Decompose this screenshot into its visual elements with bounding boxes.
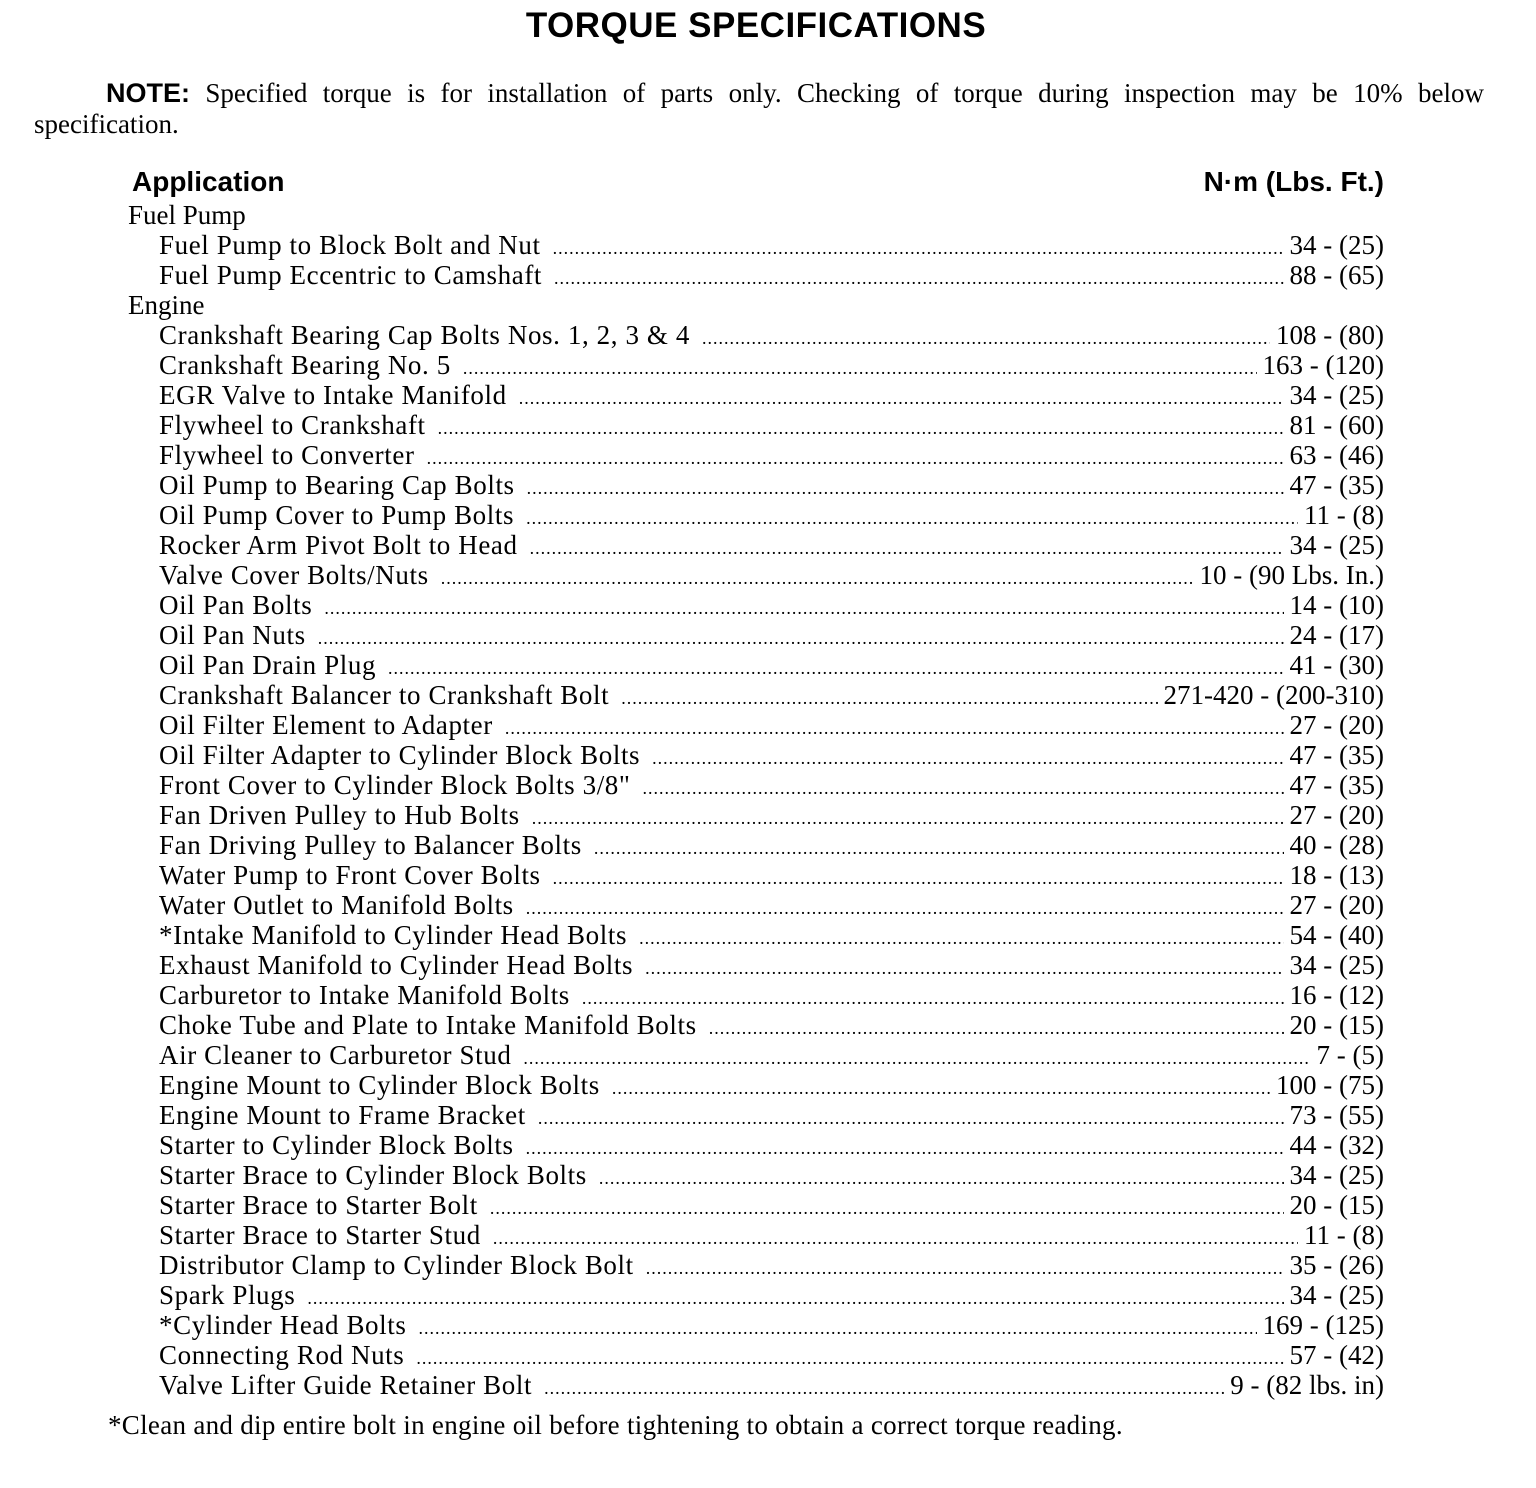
- dot-leader: [526, 503, 1298, 533]
- table-row: [159, 1190, 1384, 1220]
- torque-value: 47 - (35): [1289, 470, 1384, 500]
- table-row: [159, 1310, 1384, 1340]
- table-row: [159, 1070, 1384, 1100]
- application-label: Fuel Pump Eccentric to Camshaft: [159, 260, 543, 290]
- table-row: [159, 1160, 1384, 1190]
- dot-leader: [519, 383, 1284, 413]
- torque-value: 14 - (10): [1289, 590, 1384, 620]
- application-label: Fuel Pump to Block Bolt and Nut: [159, 230, 541, 260]
- table-row: [159, 1370, 1384, 1400]
- torque-value: 27 - (20): [1289, 890, 1384, 920]
- group-title: Engine: [128, 290, 205, 320]
- table-row: [159, 680, 1384, 710]
- table-row: [159, 410, 1384, 440]
- dot-leader: [324, 593, 1283, 623]
- table-row: [159, 830, 1384, 860]
- torque-value: 54 - (40): [1289, 920, 1384, 950]
- application-label: Oil Filter Adapter to Cylinder Block Bolts: [159, 740, 641, 770]
- table-row: [159, 260, 1384, 290]
- dot-leader: [532, 803, 1284, 833]
- torque-value: 20 - (15): [1289, 1190, 1384, 1220]
- application-label: Water Pump to Front Cover Bolts: [159, 860, 541, 890]
- application-label: *Intake Manifold to Cylinder Head Bolts: [159, 920, 628, 950]
- dot-leader: [645, 953, 1283, 983]
- torque-value: 34 - (25): [1289, 1280, 1384, 1310]
- application-label: EGR Valve to Intake Manifold: [159, 380, 507, 410]
- application-label: Oil Filter Element to Adapter: [159, 710, 493, 740]
- table-row: [159, 500, 1384, 530]
- torque-value: 16 - (12): [1289, 980, 1384, 1010]
- application-label: Starter Brace to Starter Bolt: [159, 1190, 478, 1220]
- torque-value: 11 - (8): [1304, 1220, 1384, 1250]
- torque-value: 34 - (25): [1289, 950, 1384, 980]
- application-label: Spark Plugs: [159, 1280, 296, 1310]
- torque-value: 81 - (60): [1289, 410, 1384, 440]
- dot-leader: [527, 473, 1284, 503]
- application-label: Valve Lifter Guide Retainer Bolt: [159, 1370, 533, 1400]
- table-header: [132, 166, 1384, 200]
- torque-value: 47 - (35): [1289, 770, 1384, 800]
- note-paragraph: [34, 78, 1484, 140]
- application-label: Choke Tube and Plate to Intake Manifold Bolts: [159, 1010, 697, 1040]
- table-row: [159, 890, 1384, 920]
- application-label: Flywheel to Crankshaft: [159, 410, 426, 440]
- application-label: Starter Brace to Cylinder Block Bolts: [159, 1160, 587, 1190]
- torque-value: 73 - (55): [1289, 1100, 1384, 1130]
- table-row: [159, 620, 1384, 650]
- dot-leader: [554, 263, 1283, 293]
- application-label: Crankshaft Balancer to Crankshaft Bolt: [159, 680, 610, 710]
- torque-value: 57 - (42): [1289, 1340, 1384, 1370]
- table-row: [159, 950, 1384, 980]
- dot-leader: [652, 743, 1283, 773]
- table-row: [159, 1010, 1384, 1040]
- torque-value: 27 - (20): [1289, 710, 1384, 740]
- application-label: Fan Driving Pulley to Balancer Bolts: [159, 830, 582, 860]
- dot-leader: [538, 1103, 1284, 1133]
- torque-value: 18 - (13): [1289, 860, 1384, 890]
- application-label: Water Outlet to Manifold Bolts: [159, 890, 514, 920]
- application-label: Oil Pan Bolts: [159, 590, 313, 620]
- torque-spec-table: [128, 200, 1384, 1400]
- table-row: [159, 1100, 1384, 1130]
- dot-leader: [416, 1343, 1283, 1373]
- torque-value: 7 - (5): [1316, 1040, 1384, 1070]
- dot-leader: [594, 833, 1284, 863]
- dot-leader: [639, 923, 1283, 953]
- note-label: NOTE:: [106, 78, 190, 108]
- table-row: [159, 560, 1384, 590]
- table-row: [159, 230, 1384, 260]
- torque-value: 163 - (120): [1262, 350, 1384, 380]
- table-row: [159, 920, 1384, 950]
- torque-value: 44 - (32): [1289, 1130, 1384, 1160]
- table-row: [159, 770, 1384, 800]
- application-label: Starter Brace to Starter Stud: [159, 1220, 481, 1250]
- dot-leader: [621, 683, 1157, 713]
- application-label: Oil Pan Drain Plug: [159, 650, 377, 680]
- application-label: Oil Pump to Bearing Cap Bolts: [159, 470, 515, 500]
- table-row: [159, 440, 1384, 470]
- dot-leader: [505, 713, 1284, 743]
- application-label: Connecting Rod Nuts: [159, 1340, 405, 1370]
- dot-leader: [526, 893, 1284, 923]
- application-label: Engine Mount to Frame Bracket: [159, 1100, 526, 1130]
- table-row: [159, 320, 1384, 350]
- page-title: TORQUE SPECIFICATIONS: [525, 6, 987, 45]
- dot-leader: [646, 1253, 1284, 1283]
- table-row: [159, 1130, 1384, 1160]
- dot-leader: [307, 1283, 1283, 1313]
- torque-value: 63 - (46): [1289, 440, 1384, 470]
- application-label: Valve Cover Bolts/Nuts: [159, 560, 429, 590]
- dot-leader: [599, 1163, 1284, 1193]
- dot-leader: [709, 1013, 1284, 1043]
- torque-value: 271-420 - (200-310): [1163, 680, 1384, 710]
- dot-leader: [490, 1193, 1284, 1223]
- torque-value: 27 - (20): [1289, 800, 1384, 830]
- application-label: Air Cleaner to Carburetor Stud: [159, 1040, 512, 1070]
- table-row: [159, 1280, 1384, 1310]
- dot-leader: [418, 1313, 1256, 1343]
- torque-value: 10 - (90 Lbs. In.): [1199, 560, 1384, 590]
- table-row: [159, 470, 1384, 500]
- table-row: [159, 350, 1384, 380]
- dot-leader: [318, 623, 1284, 653]
- dot-leader: [530, 533, 1284, 563]
- torque-value: 35 - (26): [1289, 1250, 1384, 1280]
- application-label: Rocker Arm Pivot Bolt to Head: [159, 530, 518, 560]
- table-row: [159, 800, 1384, 830]
- group-title: Fuel Pump: [128, 200, 246, 230]
- dot-leader: [526, 1133, 1284, 1163]
- application-label: Oil Pan Nuts: [159, 620, 306, 650]
- application-label: Exhaust Manifold to Cylinder Head Bolts: [159, 950, 634, 980]
- torque-value: 169 - (125): [1262, 1310, 1384, 1340]
- application-label: Carburetor to Intake Manifold Bolts: [159, 980, 570, 1010]
- table-row: [159, 530, 1384, 560]
- torque-value: 11 - (8): [1304, 500, 1384, 530]
- application-label: Front Cover to Cylinder Block Bolts 3/8": [159, 770, 631, 800]
- dot-leader: [612, 1073, 1270, 1103]
- table-row: [159, 650, 1384, 680]
- torque-value: 34 - (25): [1289, 530, 1384, 560]
- dot-leader: [582, 983, 1284, 1013]
- dot-leader: [463, 353, 1257, 383]
- application-label: Crankshaft Bearing No. 5: [159, 350, 451, 380]
- torque-value: 41 - (30): [1289, 650, 1384, 680]
- table-row: [159, 1250, 1384, 1280]
- torque-value: 34 - (25): [1289, 380, 1384, 410]
- table-row: [159, 740, 1384, 770]
- torque-value: 40 - (28): [1289, 830, 1384, 860]
- table-row: [159, 710, 1384, 740]
- table-row: [159, 980, 1384, 1010]
- torque-value: 9 - (82 lbs. in): [1230, 1370, 1384, 1400]
- table-row: [159, 380, 1384, 410]
- footnote: *Clean and dip entire bolt in engine oil before tightening to obtain a correct torque reading.: [108, 1410, 1123, 1440]
- application-label: Crankshaft Bearing Cap Bolts Nos. 1, 2, 3 & 4: [159, 320, 690, 350]
- torque-value: 20 - (15): [1289, 1010, 1384, 1040]
- dot-leader: [388, 653, 1283, 683]
- table-row: [159, 1220, 1384, 1250]
- dot-leader: [438, 413, 1284, 443]
- dot-leader: [441, 563, 1194, 593]
- dot-leader: [643, 773, 1284, 803]
- torque-value: 24 - (17): [1289, 620, 1384, 650]
- table-row: [159, 1040, 1384, 1070]
- torque-value: 88 - (65): [1289, 260, 1384, 290]
- dot-leader: [427, 443, 1284, 473]
- note-text: Specified torque is for installation of parts only. Checking of torque during inspection may be 10% below specification.: [34, 78, 1484, 139]
- application-label: Flywheel to Converter: [159, 440, 415, 470]
- application-label: Distributor Clamp to Cylinder Block Bolt: [159, 1250, 634, 1280]
- application-label: Engine Mount to Cylinder Block Bolts: [159, 1070, 600, 1100]
- torque-value: 34 - (25): [1289, 1160, 1384, 1190]
- dot-leader: [493, 1223, 1298, 1253]
- torque-value: 108 - (80): [1276, 320, 1384, 350]
- dot-leader: [523, 1043, 1310, 1073]
- dot-leader: [553, 863, 1284, 893]
- torque-units-column-header: N·m (Lbs. Ft.): [1203, 166, 1384, 197]
- table-row: [159, 590, 1384, 620]
- dot-leader: [702, 323, 1270, 353]
- torque-value: 100 - (75): [1276, 1070, 1384, 1100]
- dot-leader: [544, 1373, 1224, 1403]
- torque-value: 34 - (25): [1289, 230, 1384, 260]
- table-row: [159, 1340, 1384, 1370]
- application-label: Starter to Cylinder Block Bolts: [159, 1130, 514, 1160]
- application-column-header: Application: [132, 166, 285, 197]
- dot-leader: [553, 233, 1284, 263]
- application-label: Oil Pump Cover to Pump Bolts: [159, 500, 515, 530]
- torque-value: 47 - (35): [1289, 740, 1384, 770]
- application-label: *Cylinder Head Bolts: [159, 1310, 407, 1340]
- application-label: Fan Driven Pulley to Hub Bolts: [159, 800, 520, 830]
- table-row: [159, 860, 1384, 890]
